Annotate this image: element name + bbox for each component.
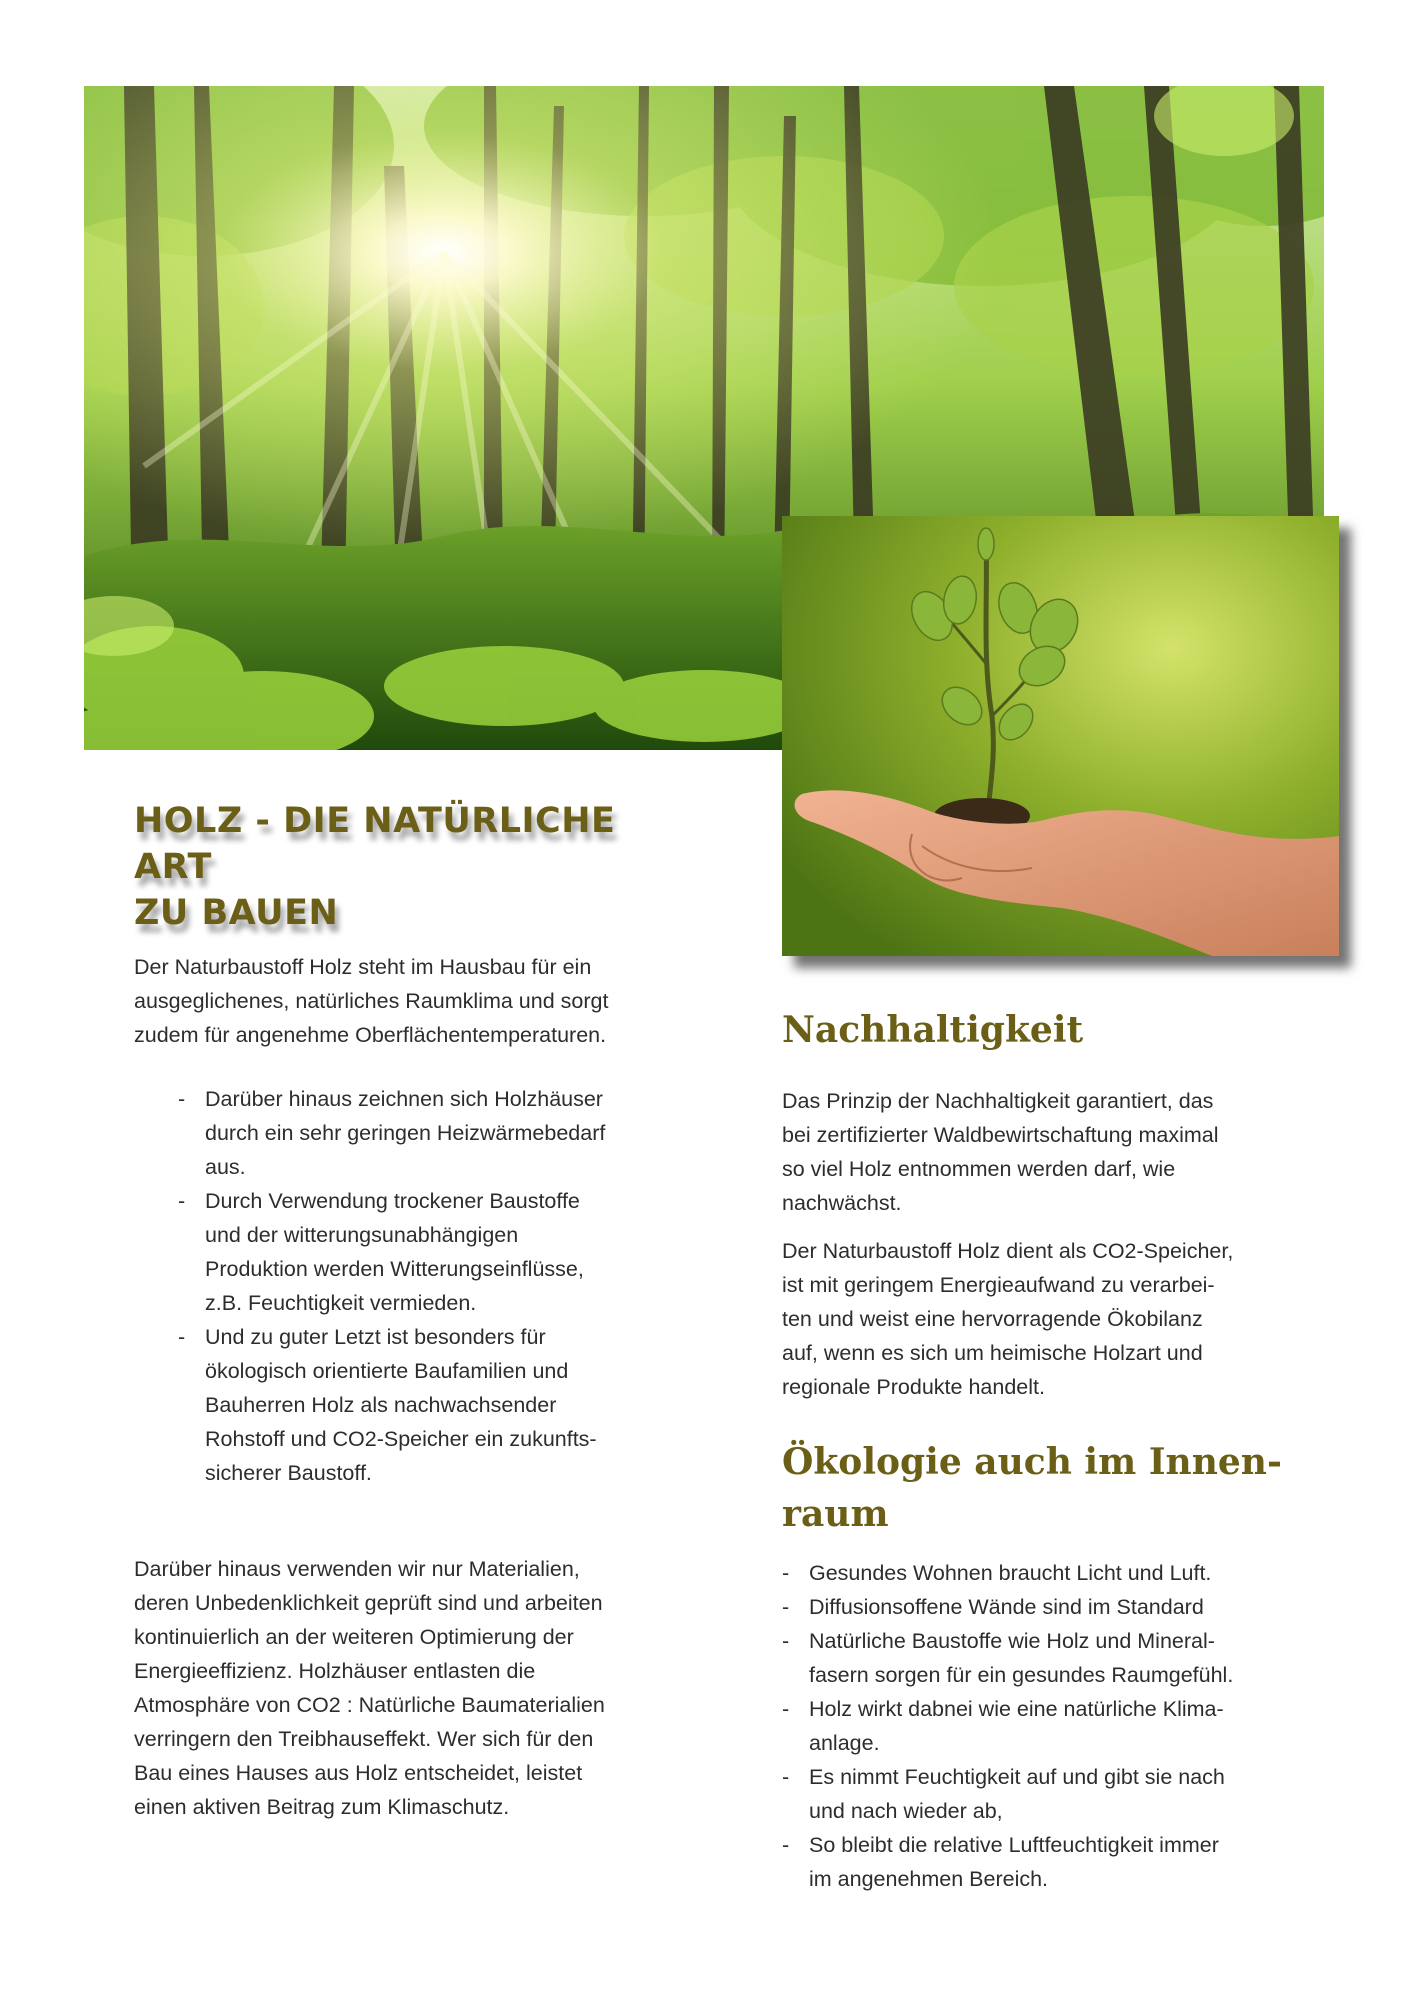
- paragraph-line: ist mit geringem Energieaufwand zu verarbei-: [782, 1273, 1215, 1297]
- paragraph-line: regionale Produkte handelt.: [782, 1375, 1045, 1399]
- list-dash: -: [782, 1561, 790, 1585]
- benefits-list: [178, 1082, 708, 1490]
- list-item: [782, 1692, 1342, 1760]
- list-item-line: anlage.: [809, 1731, 880, 1755]
- intro-line: ausgeglichenes, natürliches Raumklima und sorgt: [134, 989, 609, 1013]
- list-dash: -: [782, 1765, 790, 1789]
- list-item: [178, 1082, 708, 1184]
- list-item-line: Und zu guter Letzt ist besonders für: [205, 1325, 546, 1349]
- paragraph-line: so viel Holz entnommen werden darf, wie: [782, 1157, 1176, 1181]
- page-title-line1: HOLZ - DIE NATÜRLICHE ART: [134, 801, 616, 887]
- list-item-line: Rohstoff und CO2-Speicher ein zukunfts-: [205, 1427, 597, 1451]
- list-dash: -: [782, 1595, 790, 1619]
- list-item-line: Durch Verwendung trockener Baustoffe: [205, 1189, 580, 1213]
- nachhaltigkeit-paragraph-2: [782, 1234, 1342, 1404]
- list-dash: -: [782, 1833, 790, 1857]
- paragraph-line: ten und weist eine hervorragende Ökobilanz: [782, 1307, 1203, 1331]
- outro-line: Energieeffizienz. Holzhäuser entlasten die: [134, 1659, 536, 1683]
- list-item-line: Diffusionsoffene Wände sind im Standard: [809, 1595, 1204, 1619]
- list-dash: -: [782, 1697, 790, 1721]
- list-item: [782, 1556, 1342, 1590]
- outro-line: Bau eines Hauses aus Holz entscheidet, leistet: [134, 1761, 583, 1785]
- list-item: [782, 1828, 1342, 1896]
- nachhaltigkeit-heading: Nachhaltigkeit: [782, 1009, 1084, 1051]
- list-item: [178, 1184, 708, 1320]
- paragraph-line: nachwächst.: [782, 1191, 902, 1215]
- list-item-line: sicherer Baustoff.: [205, 1461, 372, 1485]
- list-item-line: aus.: [205, 1155, 246, 1179]
- list-item: [782, 1590, 1342, 1624]
- list-item-line: Natürliche Baustoffe wie Holz und Mineral-: [809, 1629, 1215, 1653]
- oekologie-heading-line1: Ökologie auch im Innen-: [782, 1441, 1282, 1483]
- seedling-in-hand-photo: [782, 516, 1339, 956]
- oekologie-heading-line2: raum: [782, 1493, 889, 1535]
- list-item-line: und nach wieder ab,: [809, 1799, 1003, 1823]
- intro-paragraph: [134, 950, 724, 1052]
- oekologie-list: [782, 1556, 1342, 1896]
- outro-line: Atmosphäre von CO2 : Natürliche Baumaterialien: [134, 1693, 605, 1717]
- list-item-line: Es nimmt Feuchtigkeit auf und gibt sie nach: [809, 1765, 1225, 1789]
- outro-line: kontinuierlich an der weiteren Optimierung der: [134, 1625, 574, 1649]
- list-item-line: Gesundes Wohnen braucht Licht und Luft.: [809, 1561, 1212, 1585]
- list-dash: -: [178, 1325, 186, 1349]
- list-dash: -: [782, 1629, 790, 1653]
- paragraph-line: bei zertifizierter Waldbewirtschaftung maximal: [782, 1123, 1219, 1147]
- list-item-line: So bleibt die relative Luftfeuchtigkeit immer: [809, 1833, 1219, 1857]
- list-item-line: im angenehmen Bereich.: [809, 1867, 1049, 1891]
- paragraph-line: Der Naturbaustoff Holz dient als CO2-Speicher,: [782, 1239, 1234, 1263]
- outro-line: verringern den Treibhauseffekt. Wer sich für den: [134, 1727, 594, 1751]
- seedling-illustration: [782, 516, 1339, 956]
- list-item-line: z.B. Feuchtigkeit vermieden.: [205, 1291, 477, 1315]
- paragraph-line: auf, wenn es sich um heimische Holzart und: [782, 1341, 1203, 1365]
- outro-line: Darüber hinaus verwenden wir nur Materialien,: [134, 1557, 580, 1581]
- page-title: [134, 798, 694, 936]
- list-dash: -: [178, 1087, 186, 1111]
- list-item: [178, 1320, 708, 1490]
- outro-paragraph: [134, 1552, 730, 1824]
- outro-line: deren Unbedenklichkeit geprüft sind und arbeiten: [134, 1591, 603, 1615]
- outro-line: einen aktiven Beitrag zum Klimaschutz.: [134, 1795, 510, 1819]
- list-item-line: Produktion werden Witterungseinflüsse,: [205, 1257, 584, 1281]
- paragraph-line: Das Prinzip der Nachhaltigkeit garantiert, das: [782, 1089, 1214, 1113]
- list-item-line: fasern sorgen für ein gesundes Raumgefühl.: [809, 1663, 1234, 1687]
- list-item-line: Holz wirkt dabnei wie eine natürliche Klima-: [809, 1697, 1224, 1721]
- list-item-line: Bauherren Holz als nachwachsender: [205, 1393, 557, 1417]
- list-item: [782, 1760, 1342, 1828]
- list-item-line: durch ein sehr geringen Heizwärmebedarf: [205, 1121, 606, 1145]
- intro-line: Der Naturbaustoff Holz steht im Hausbau für ein: [134, 955, 592, 979]
- list-item: [782, 1624, 1342, 1692]
- intro-line: zudem für angenehme Oberflächentemperaturen.: [134, 1023, 607, 1047]
- list-item-line: Darüber hinaus zeichnen sich Holzhäuser: [205, 1087, 603, 1111]
- page-title-line2: ZU BAUEN: [134, 893, 339, 933]
- list-dash: -: [178, 1189, 186, 1213]
- list-item-line: und der witterungsunabhängigen: [205, 1223, 519, 1247]
- oekologie-heading: [782, 1436, 1322, 1540]
- list-item-line: ökologisch orientierte Baufamilien und: [205, 1359, 569, 1383]
- nachhaltigkeit-paragraph-1: [782, 1084, 1342, 1220]
